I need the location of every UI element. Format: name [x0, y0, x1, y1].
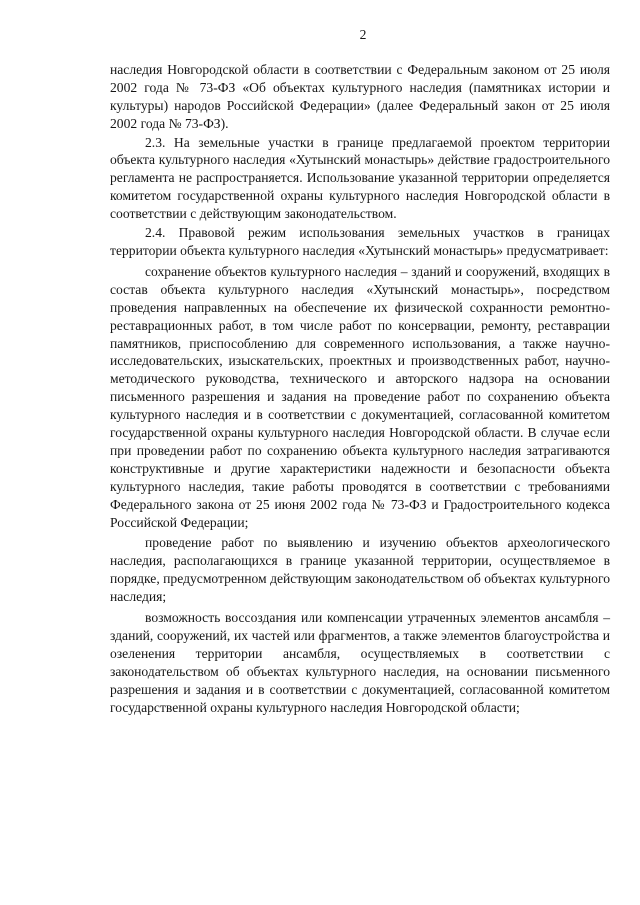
- paragraph-preservation: сохранение объектов культурного наследия – зданий и сооружений, входящих в состав объекта культурного наследия «Хутынский монастырь», посредством проведения направленных на обеспечение их физической сохранности ремонтно-реставрационных работ, в том числе работ по консервации, ремонту, реставрации памятников, приспособлению для современного использования, а также научно-исследовательских, изыскательских, проектных и производственных работ, научно-методического руководства, технического и авторского надзора на основании письменного разрешения и задания на проведение работ по сохранению объекта культурного наследия и в соответствии с документацией, согласованной комитетом государственной охраны культурного наследия Новгородской области. В случае если при проведении работ по сохранению объекта культурного наследия затрагиваются конструктивные и другие характеристики надежности и безопасности объекта культурного наследия, такие работы проводятся в соответствии с требованиями Федерального закона от 25 июня 2002 года № 73-ФЗ и Градостроительного кодекса Российской Федерации;: [110, 263, 610, 530]
- paragraph-archaeology: проведение работ по выявлению и изучению объектов археологического наследия, располагающихся в границе указанной территории, осуществляемое в порядке, предусмотренном действующим законодательством об объектах культурного наследия;: [110, 535, 610, 605]
- page-number: 2: [359, 27, 367, 42]
- paragraph-continuation: наследия Новгородской области в соответствии с Федеральным законом от 25 июля 2002 года № 73-ФЗ «Об объектах культурного наследия (памятниках истории и культуры) народов Российской Федерации» (далее Федеральный закон от 25 июля 2002 года № 73-ФЗ).: [110, 61, 610, 131]
- paragraph-2-4: 2.4. Правовой режим использования земельных участков в границах территории объекта культурного наследия «Хутынский монастырь» предусматривает:: [110, 225, 610, 258]
- paragraph-2-3: 2.3. На земельные участки в границе предлагаемой проектом территории объекта культурного наследия «Хутынский монастырь» действие градостроительного регламента не распространяется. Использование указанной территории определяется комитетом государственной охраны культурного наследия Новгородской области в соответствии с действующим законодательством.: [110, 134, 610, 222]
- paragraph-reconstruction: возможность воссоздания или компенсации утраченных элементов ансамбля – зданий, сооружений, их частей или фрагментов, а также элементов благоустройства и озеленения территории ансамбля, осуществляемых в соответствии с законодательством об объектах культурного наследия, на основании письменного разрешения и задания и в соответствии с документацией, согласованной комитетом государственной охраны культурного наследия Новгородской области;: [110, 610, 610, 715]
